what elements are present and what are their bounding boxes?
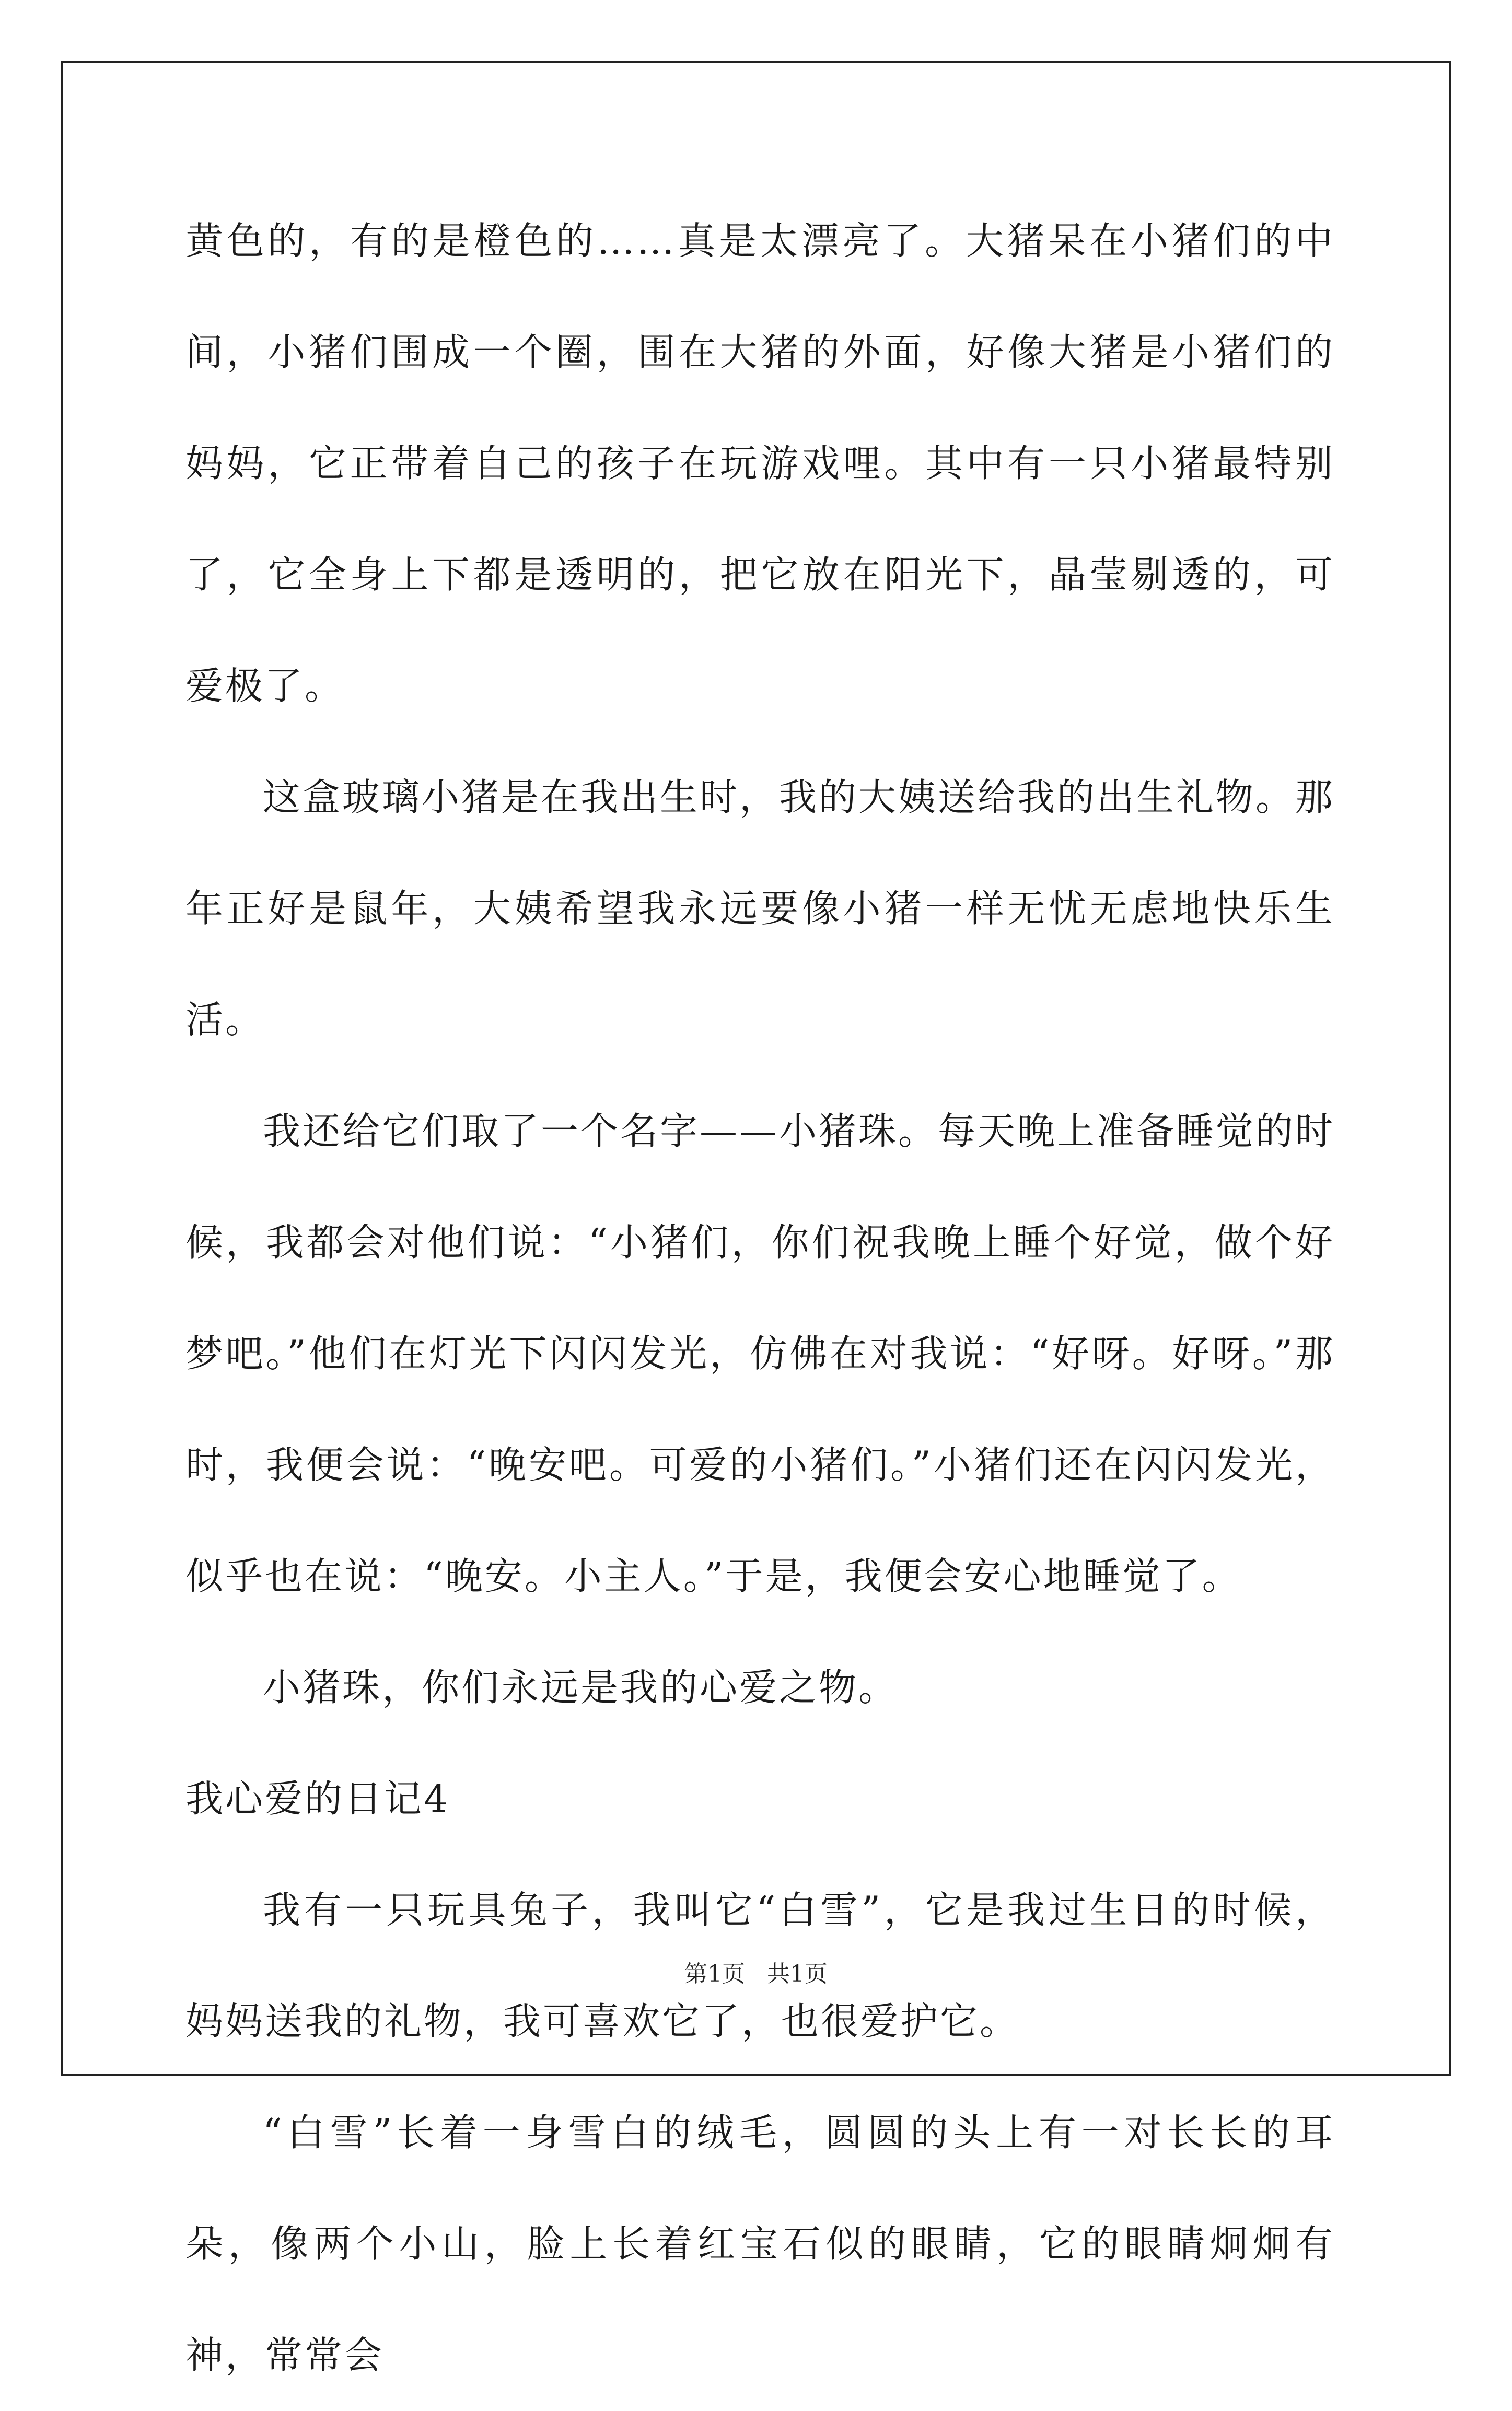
- page-footer: [0, 1959, 1512, 1990]
- paragraph-2: 这盒玻璃小猪是在我出生时，我的大姨送给我的出生礼物。那年正好是鼠年，大姨希望我永远要像小猪一样无忧无虑地快乐生活。: [185, 775, 1335, 1042]
- paragraph-1: 黄色的，有的是橙色的……真是太漂亮了。大猪呆在小猪们的中间，小猪们围成一个圈，围在大猪的外面，好像大猪是小猪们的妈妈，它正带着自己的孩子在玩游戏哩。其中有一只小猪最特别了，它全身上下都是透明的，把它放在阳光下，晶莹剔透的，可爱极了。: [185, 219, 1335, 708]
- page-total: 共1页: [767, 1961, 828, 1987]
- paragraph-5: 我有一只玩具兔子，我叫它“白雪”，它是我过生日的时候，妈妈送我的礼物，我可喜欢它了，也很爱护它。: [185, 1888, 1335, 2043]
- section-heading: 我心爱的日记4: [185, 1777, 450, 1821]
- paragraph-4: 小猪珠，你们永远是我的心爱之物。: [263, 1665, 899, 1709]
- paragraph-3: 我还给它们取了一个名字——小猪珠。每天晚上准备睡觉的时候，我都会对他们说：“小猪们，你们祝我晚上睡个好觉，做个好梦吧。”他们在灯光下闪闪发光，仿佛在对我说：“好呀。好呀。”那时，我便会说：“晚安吧。可爱的小猪们。”小猪们还在闪闪发光，似乎也在说：“晚安。小主人。”于是，我便会安心地睡觉了。: [185, 1109, 1335, 1598]
- paragraph-6: “白雪”长着一身雪白的绒毛，圆圆的头上有一对长长的耳朵，像两个小山，脸上长着红宝石似的眼睛，它的眼睛炯炯有神，常常会: [185, 2111, 1335, 2377]
- page-number: 第1页: [684, 1961, 745, 1987]
- document-body: [185, 185, 1335, 2411]
